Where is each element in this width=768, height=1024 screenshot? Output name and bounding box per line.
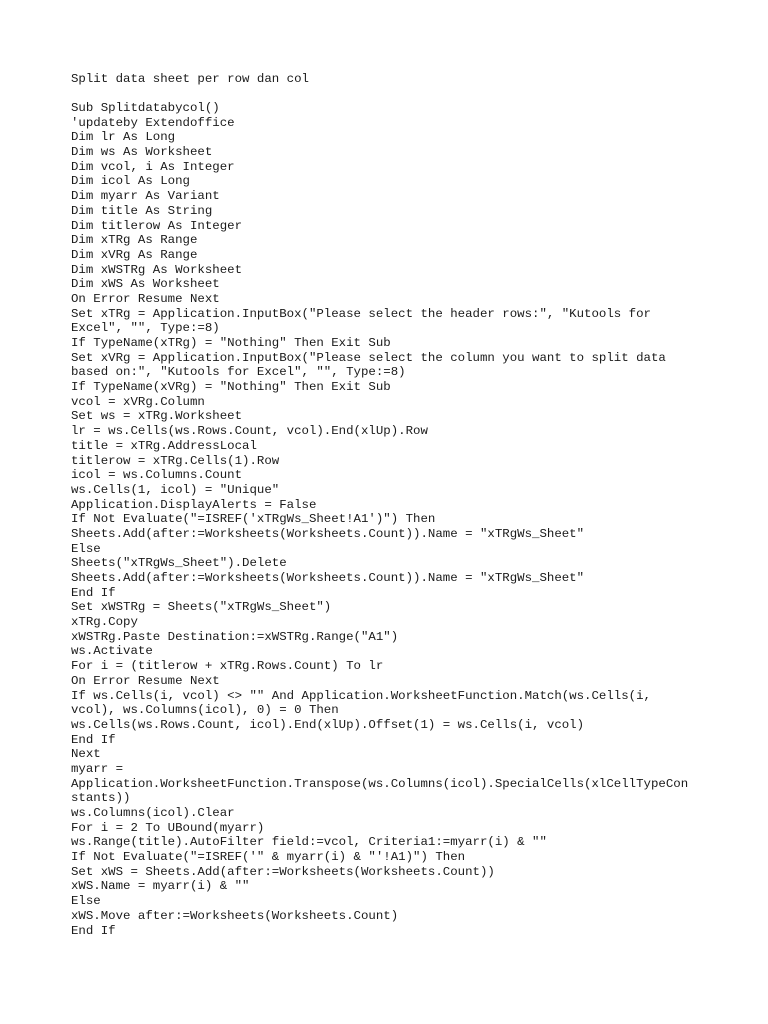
code-line: title = xTRg.AddressLocal xyxy=(71,438,257,453)
code-line: vcol), ws.Columns(icol), 0) = 0 Then xyxy=(71,703,339,718)
code-line: Dim titlerow As Integer xyxy=(71,218,243,233)
code-line: Set xTRg = Application.InputBox("Please select the header rows:", "Kutools for xyxy=(71,306,651,321)
document-title: Split data sheet per row dan col xyxy=(71,72,309,86)
code-line: Dim ws As Worksheet xyxy=(71,145,213,160)
code-block xyxy=(71,101,711,938)
code-line: xWS.Move after:=Worksheets(Worksheets.Count) xyxy=(71,908,399,923)
code-line: Set xWS = Sheets.Add(after:=Worksheets(Worksheets.Count)) xyxy=(71,864,495,879)
code-line: xWS.Name = myarr(i) & "" xyxy=(71,879,250,894)
code-line: Set ws = xTRg.Worksheet xyxy=(71,409,243,424)
code-line: Sub Splitdatabycol() xyxy=(71,101,220,115)
code-line: lr = ws.Cells(ws.Rows.Count, vcol).End(xlUp).Row xyxy=(71,424,428,439)
code-line: On Error Resume Next xyxy=(71,673,220,688)
code-line: Set xVRg = Application.InputBox("Please select the column you want to split data xyxy=(71,350,666,365)
code-line: If Not Evaluate("=ISREF('" & myarr(i) & "'!A1)") Then xyxy=(71,850,466,865)
code-line: Else xyxy=(71,894,101,909)
code-line: Sheets("xTRgWs_Sheet").Delete xyxy=(71,556,287,571)
code-line: Application.WorksheetFunction.Transpose(ws.Columns(icol).SpecialCells(xlCellTypeCon xyxy=(71,776,689,791)
code-line: 'updateby Extendoffice xyxy=(71,115,235,130)
code-line: If TypeName(xTRg) = "Nothing" Then Exit Sub xyxy=(71,336,391,350)
code-line: Dim lr As Long xyxy=(71,130,176,145)
code-line: based on:", "Kutools for Excel", "", Type:=8) xyxy=(71,365,406,380)
code-line: Dim title As String xyxy=(71,203,213,218)
code-line: Sheets.Add(after:=Worksheets(Worksheets.Count)).Name = "xTRgWs_Sheet" xyxy=(71,526,585,541)
code-line: xTRg.Copy xyxy=(71,615,138,630)
code-line: Dim xTRg As Range xyxy=(71,233,198,248)
code-line: titlerow = xTRg.Cells(1).Row xyxy=(71,453,280,468)
code-line: Dim icol As Long xyxy=(71,174,190,189)
code-line: Next xyxy=(71,747,101,762)
code-line: End If xyxy=(71,923,116,938)
code-line: ws.Columns(icol).Clear xyxy=(71,806,235,820)
code-line: For i = 2 To UBound(myarr) xyxy=(71,820,265,835)
code-line: Dim xVRg As Range xyxy=(71,247,198,262)
code-line: vcol = xVRg.Column xyxy=(71,394,205,409)
code-line: End If xyxy=(71,732,116,747)
code-line: For i = (titlerow + xTRg.Rows.Count) To lr xyxy=(71,659,384,674)
code-line: Excel", "", Type:=8) xyxy=(71,321,220,336)
code-line: Dim myarr As Variant xyxy=(71,189,220,204)
code-line: End If xyxy=(71,585,116,600)
code-line: Sheets.Add(after:=Worksheets(Worksheets.Count)).Name = "xTRgWs_Sheet" xyxy=(71,571,585,585)
code-line: ws.Range(title).AutoFilter field:=vcol, Criteria1:=myarr(i) & "" xyxy=(71,835,547,850)
code-line: Dim xWSTRg As Worksheet xyxy=(71,262,243,277)
code-line: ws.Cells(1, icol) = "Unique" xyxy=(71,482,280,497)
code-line: icol = ws.Columns.Count xyxy=(71,468,243,483)
code-line: xWSTRg.Paste Destination:=xWSTRg.Range("A1") xyxy=(71,629,399,644)
code-line: ws.Activate xyxy=(71,644,153,659)
code-line: Dim vcol, i As Integer xyxy=(71,159,235,174)
code-line: myarr = xyxy=(71,761,124,776)
code-line: Dim xWS As Worksheet xyxy=(71,277,220,292)
code-line: If ws.Cells(i, vcol) <> "" And Application.WorksheetFunction.Match(ws.Cells(i, xyxy=(71,688,651,703)
code-line: Set xWSTRg = Sheets("xTRgWs_Sheet") xyxy=(71,600,332,615)
code-line: ws.Cells(ws.Rows.Count, icol).End(xlUp).Offset(1) = ws.Cells(i, vcol) xyxy=(71,717,585,732)
code-line: Else xyxy=(71,541,101,556)
code-line: Application.DisplayAlerts = False xyxy=(71,497,317,512)
code-line: If Not Evaluate("=ISREF('xTRgWs_Sheet!A1')") Then xyxy=(71,512,436,527)
code-line: stants)) xyxy=(71,791,131,806)
code-line: If TypeName(xVRg) = "Nothing" Then Exit Sub xyxy=(71,380,391,395)
code-line: On Error Resume Next xyxy=(71,291,220,306)
